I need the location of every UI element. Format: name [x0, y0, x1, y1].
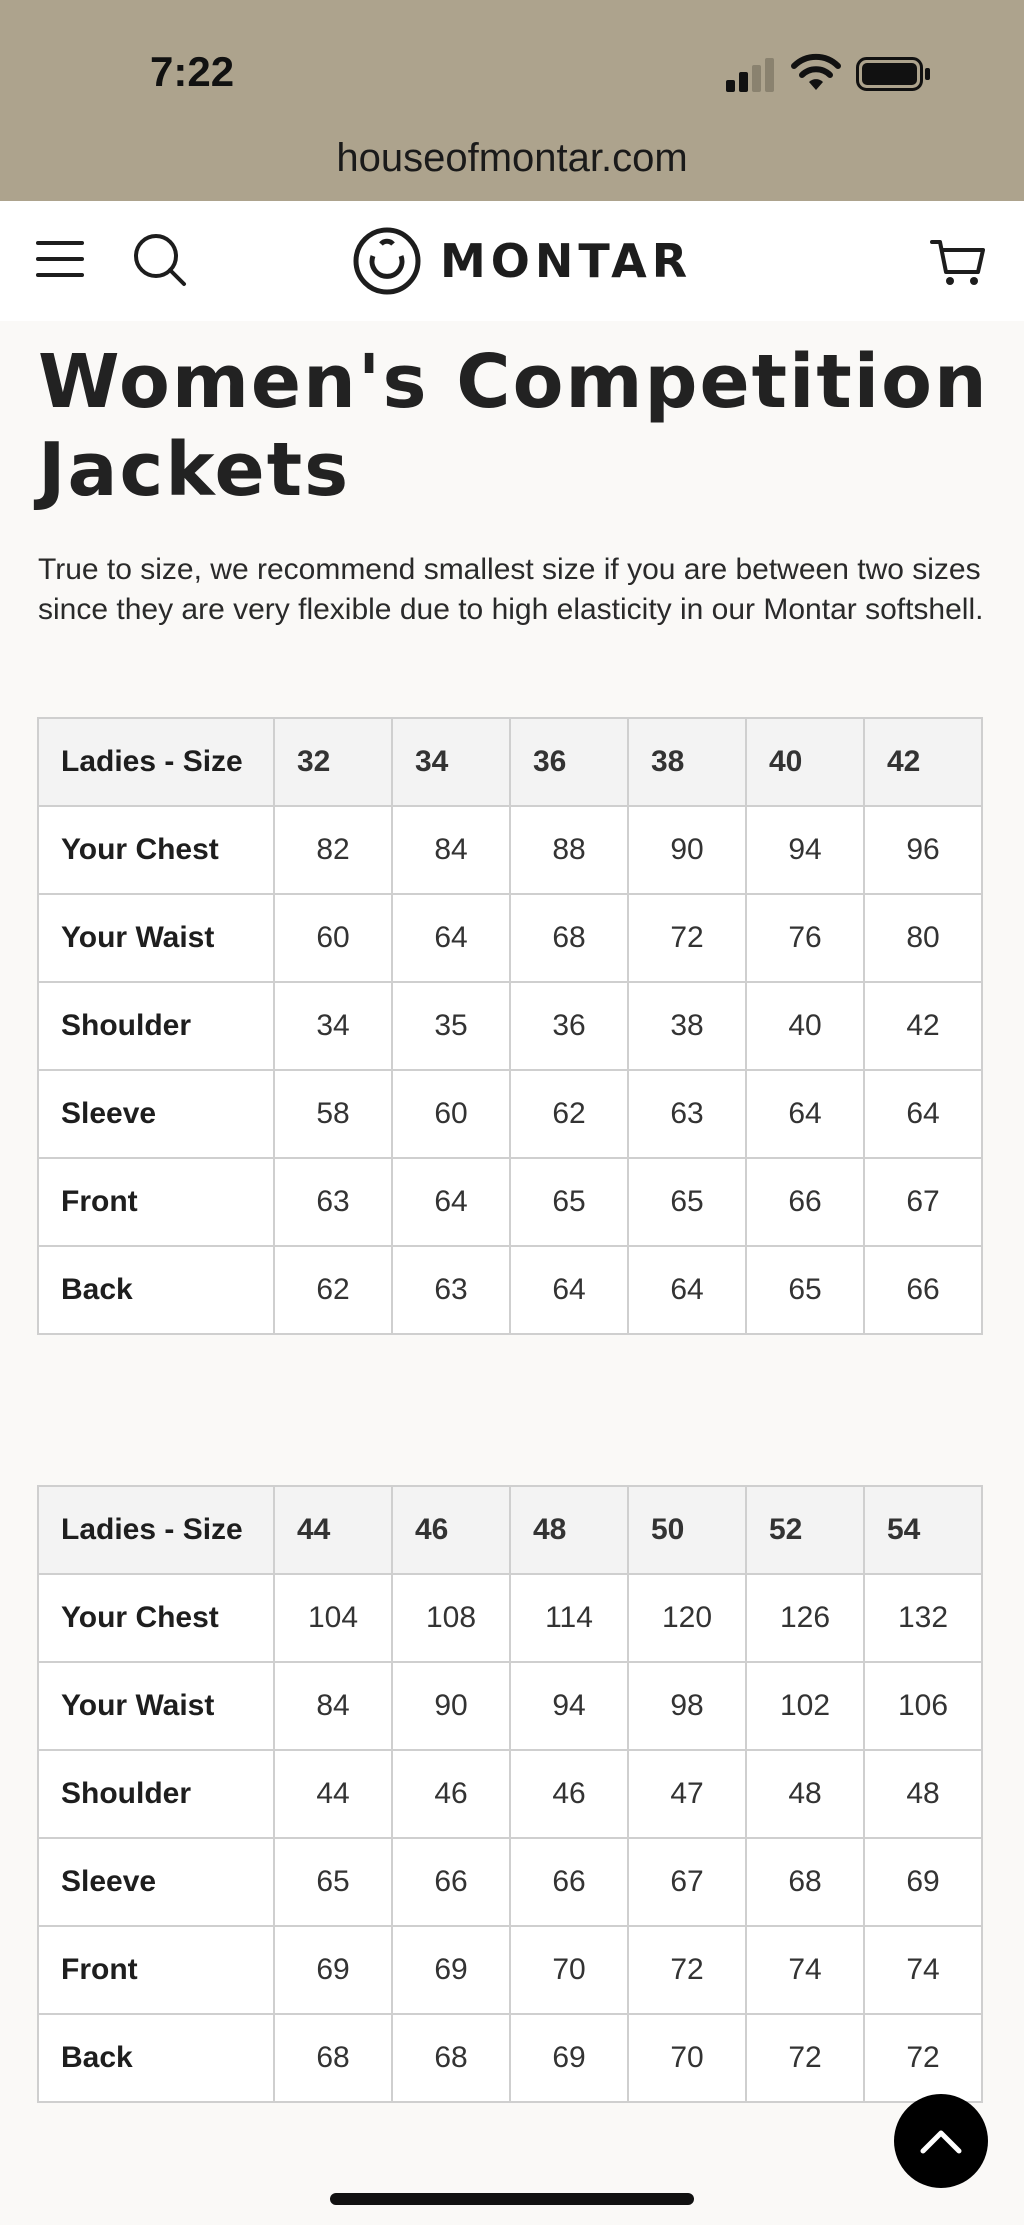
table-cell: 72: [628, 894, 746, 982]
table-cell: 60: [392, 1070, 510, 1158]
home-indicator: [330, 2193, 694, 2205]
table-cell: 132: [864, 1574, 982, 1662]
table-cell: 74: [746, 1926, 864, 2014]
table-cell: 63: [274, 1158, 392, 1246]
table-cell: 80: [864, 894, 982, 982]
table-cell: 114: [510, 1574, 628, 1662]
table-cell: 60: [274, 894, 392, 982]
row-label: Sleeve: [38, 1838, 274, 1926]
table-cell: 64: [628, 1246, 746, 1334]
table-row: [38, 894, 982, 982]
browser-top-bar: [0, 0, 1024, 201]
row-label: Your Chest: [38, 806, 274, 894]
table-cell: 66: [510, 1838, 628, 1926]
table-cell: 72: [628, 1926, 746, 2014]
table-cell: 69: [864, 1838, 982, 1926]
table-cell: 90: [628, 806, 746, 894]
table-row: [38, 2014, 982, 2102]
table-row: [38, 1926, 982, 2014]
size-header: 52: [746, 1486, 864, 1574]
header-label: Ladies - Size: [38, 1486, 274, 1574]
table-cell: 42: [864, 982, 982, 1070]
table-cell: 63: [628, 1070, 746, 1158]
table-row: [38, 806, 982, 894]
table-cell: 62: [510, 1070, 628, 1158]
table-cell: 70: [628, 2014, 746, 2102]
table-cell: 35: [392, 982, 510, 1070]
table-cell: 46: [392, 1750, 510, 1838]
table-cell: 47: [628, 1750, 746, 1838]
table-cell: 94: [746, 806, 864, 894]
size-header: 46: [392, 1486, 510, 1574]
table-cell: 76: [746, 894, 864, 982]
table-cell: 64: [864, 1070, 982, 1158]
size-header: 54: [864, 1486, 982, 1574]
table-cell: 63: [392, 1246, 510, 1334]
size-header: 34: [392, 718, 510, 806]
search-icon[interactable]: [132, 232, 188, 288]
address-bar[interactable]: houseofmontar.com: [336, 136, 688, 180]
table-cell: 69: [510, 2014, 628, 2102]
size-header: 42: [864, 718, 982, 806]
table-cell: 104: [274, 1574, 392, 1662]
size-table-2: [37, 1485, 983, 2103]
table-cell: 65: [628, 1158, 746, 1246]
table-cell: 96: [864, 806, 982, 894]
size-header: 48: [510, 1486, 628, 1574]
table-cell: 40: [746, 982, 864, 1070]
table-header-row: [38, 1486, 982, 1574]
table-cell: 70: [510, 1926, 628, 2014]
table-cell: 84: [392, 806, 510, 894]
table-cell: 102: [746, 1662, 864, 1750]
header-label: Ladies - Size: [38, 718, 274, 806]
table-cell: 90: [392, 1662, 510, 1750]
row-label: Your Chest: [38, 1574, 274, 1662]
table-cell: 64: [510, 1246, 628, 1334]
table-cell: 74: [864, 1926, 982, 2014]
row-label: Your Waist: [38, 894, 274, 982]
table-cell: 46: [510, 1750, 628, 1838]
size-table-1: [37, 717, 983, 1335]
table-row: [38, 1838, 982, 1926]
table-cell: 108: [392, 1574, 510, 1662]
table-cell: 65: [510, 1158, 628, 1246]
battery-icon: [856, 57, 932, 91]
table-cell: 64: [746, 1070, 864, 1158]
table-header-row: [38, 718, 982, 806]
table-cell: 106: [864, 1662, 982, 1750]
table-cell: 84: [274, 1662, 392, 1750]
table-cell: 67: [628, 1838, 746, 1926]
table-cell: 58: [274, 1070, 392, 1158]
table-cell: 62: [274, 1246, 392, 1334]
row-label: Back: [38, 1246, 274, 1334]
table-cell: 72: [746, 2014, 864, 2102]
table-row: [38, 1750, 982, 1838]
table-cell: 64: [392, 1158, 510, 1246]
table-row: [38, 1662, 982, 1750]
table-cell: 65: [274, 1838, 392, 1926]
table-cell: 69: [392, 1926, 510, 2014]
table-cell: 68: [746, 1838, 864, 1926]
table-cell: 68: [510, 894, 628, 982]
table-row: [38, 1158, 982, 1246]
row-label: Sleeve: [38, 1070, 274, 1158]
table-row: [38, 982, 982, 1070]
table-cell: 48: [864, 1750, 982, 1838]
table-cell: 65: [746, 1246, 864, 1334]
row-label: Shoulder: [38, 1750, 274, 1838]
chevron-up-icon: [919, 2127, 963, 2155]
site-logo[interactable]: [352, 226, 692, 296]
table-cell: 67: [864, 1158, 982, 1246]
table-cell: 69: [274, 1926, 392, 2014]
table-cell: 68: [274, 2014, 392, 2102]
table-cell: 94: [510, 1662, 628, 1750]
scroll-to-top-button[interactable]: [894, 2094, 988, 2188]
cellular-signal-icon: [726, 58, 778, 92]
size-header: 50: [628, 1486, 746, 1574]
table-cell: 72: [864, 2014, 982, 2102]
row-label: Your Waist: [38, 1662, 274, 1750]
table-cell: 66: [392, 1838, 510, 1926]
table-cell: 34: [274, 982, 392, 1070]
montar-logo-icon: [352, 226, 422, 296]
logo-text: MONTAR: [440, 234, 693, 288]
table-cell: 82: [274, 806, 392, 894]
size-header: 40: [746, 718, 864, 806]
status-time: 7:22: [150, 48, 235, 95]
row-label: Front: [38, 1158, 274, 1246]
table-cell: 68: [392, 2014, 510, 2102]
table-cell: 66: [746, 1158, 864, 1246]
table-cell: 38: [628, 982, 746, 1070]
row-label: Front: [38, 1926, 274, 2014]
size-header: 36: [510, 718, 628, 806]
size-header: 32: [274, 718, 392, 806]
table-cell: 66: [864, 1246, 982, 1334]
table-cell: 88: [510, 806, 628, 894]
table-cell: 48: [746, 1750, 864, 1838]
table-row: [38, 1246, 982, 1334]
cart-icon[interactable]: [930, 236, 986, 288]
table-row: [38, 1574, 982, 1662]
wifi-icon: [790, 52, 842, 92]
row-label: Shoulder: [38, 982, 274, 1070]
hamburger-icon[interactable]: [36, 239, 86, 279]
table-cell: 44: [274, 1750, 392, 1838]
page-title: Women's Competition Jackets: [38, 339, 989, 513]
table-cell: 120: [628, 1574, 746, 1662]
table-cell: 64: [392, 894, 510, 982]
size-header: 38: [628, 718, 746, 806]
table-cell: 126: [746, 1574, 864, 1662]
intro-text: True to size, we recommend smallest size if you are between two sizes since they are very flexible due to high elasticity in our Montar softshell.: [38, 553, 984, 626]
size-header: 44: [274, 1486, 392, 1574]
row-label: Back: [38, 2014, 274, 2102]
table-cell: 36: [510, 982, 628, 1070]
table-cell: 98: [628, 1662, 746, 1750]
table-row: [38, 1070, 982, 1158]
